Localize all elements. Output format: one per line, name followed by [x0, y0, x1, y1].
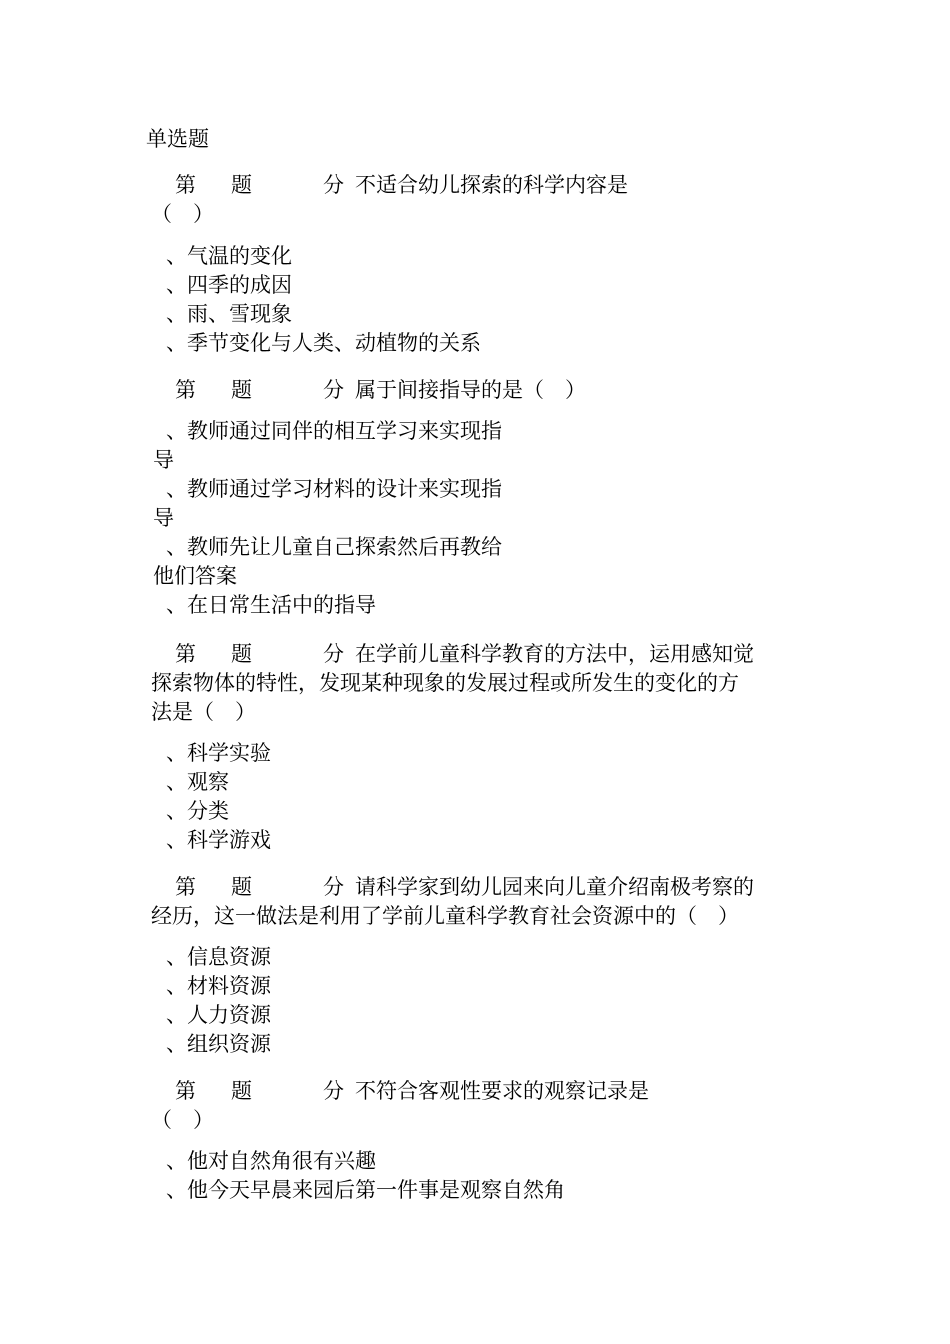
question-2-header — [175, 376, 586, 405]
question-label: 题 — [231, 1079, 252, 1103]
question-stem-continued: （ ） — [151, 202, 214, 226]
option-item: 、科学游戏 — [166, 828, 271, 852]
option-item: 、科学实验 — [166, 741, 271, 765]
question-stem: 不符合客观性要求的观察记录是 — [355, 1079, 649, 1103]
question-4-header — [175, 873, 754, 902]
question-stem-continued: （ ） — [151, 1108, 214, 1132]
option-item-continued: 他们答案 — [153, 564, 237, 588]
score-label: 分 — [323, 642, 344, 666]
option-item-continued: 导 — [153, 448, 174, 472]
option-item: 、教师通过同伴的相互学习来实现指 — [166, 419, 502, 443]
score-label: 分 — [323, 875, 344, 899]
option-item-continued: 导 — [153, 506, 174, 530]
question-label: 题 — [231, 642, 252, 666]
question-stem-continued: 法是（ ） — [151, 700, 256, 724]
section-title: 单选题 — [146, 127, 209, 151]
question-stem: 请科学家到幼儿园来向儿童介绍南极考察的 — [355, 875, 754, 899]
question-number-label: 第 — [175, 875, 196, 899]
score-label: 分 — [323, 1079, 344, 1103]
question-3-header — [175, 640, 754, 669]
option-item: 、教师通过学习材料的设计来实现指 — [166, 477, 502, 501]
option-item: 、教师先让儿童自己探索然后再教给 — [166, 535, 502, 559]
option-item: 、四季的成因 — [166, 273, 292, 297]
option-item: 、在日常生活中的指导 — [166, 593, 376, 617]
option-item: 、人力资源 — [166, 1003, 271, 1027]
question-4-options — [166, 943, 271, 1059]
option-item: 、信息资源 — [166, 945, 271, 969]
score-label: 分 — [323, 378, 344, 402]
option-item: 、雨、雪现象 — [166, 302, 292, 326]
option-item: 、组织资源 — [166, 1032, 271, 1056]
question-stem-continued: 探索物体的特性，发现某种现象的发展过程或所发生的变化的方 — [151, 671, 739, 695]
question-stem: 属于间接指导的是（ ） — [355, 378, 586, 402]
option-item: 、材料资源 — [166, 974, 271, 998]
question-stem-continued: 经历，这一做法是利用了学前儿童科学教育社会资源中的（ ） — [151, 904, 739, 928]
option-item: 、分类 — [166, 799, 229, 823]
question-stem: 不适合幼儿探索的科学内容是 — [355, 173, 628, 197]
question-stem: 在学前儿童科学教育的方法中，运用感知觉 — [355, 642, 754, 666]
question-5-header — [175, 1077, 649, 1106]
question-2-options — [153, 417, 502, 620]
option-item: 、观察 — [166, 770, 229, 794]
option-item: 、他今天早晨来园后第一件事是观察自然角 — [166, 1178, 565, 1202]
score-label: 分 — [323, 173, 344, 197]
question-label: 题 — [231, 173, 252, 197]
question-number-label: 第 — [175, 642, 196, 666]
question-1-header — [175, 171, 628, 200]
question-1-options — [166, 242, 481, 358]
question-label: 题 — [231, 378, 252, 402]
question-number-label: 第 — [175, 378, 196, 402]
option-item: 、气温的变化 — [166, 244, 292, 268]
question-label: 题 — [231, 875, 252, 899]
question-3-options — [166, 739, 271, 855]
option-item: 、他对自然角很有兴趣 — [166, 1149, 376, 1173]
question-number-label: 第 — [175, 173, 196, 197]
question-number-label: 第 — [175, 1079, 196, 1103]
question-5-options — [166, 1147, 565, 1205]
option-item: 、季节变化与人类、动植物的关系 — [166, 331, 481, 355]
